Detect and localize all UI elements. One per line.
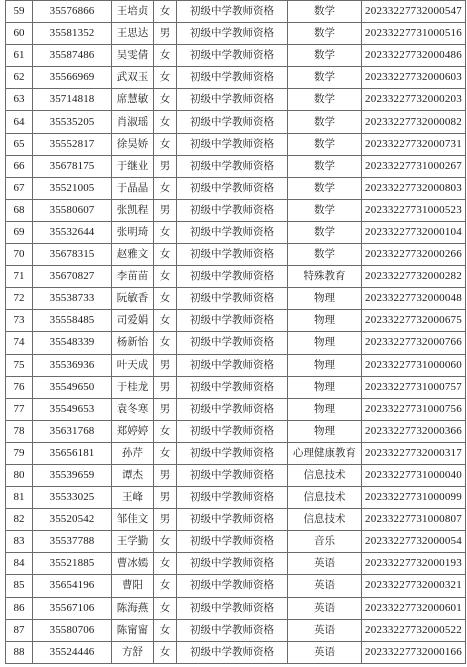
subject-cell: 心理健康教育 bbox=[288, 442, 362, 464]
table-row bbox=[6, 111, 466, 133]
row-number-cell: 69 bbox=[6, 221, 33, 243]
name-cell: 袁冬寒 bbox=[112, 398, 154, 420]
subject-cell: 物理 bbox=[288, 354, 362, 376]
name-cell: 王思达 bbox=[112, 23, 154, 45]
gender-cell: 女 bbox=[154, 288, 177, 310]
gender-cell: 女 bbox=[154, 111, 177, 133]
exam-id-cell: 35654196 bbox=[33, 575, 112, 597]
subject-cell: 数学 bbox=[288, 111, 362, 133]
subject-cell: 数学 bbox=[288, 221, 362, 243]
table-row bbox=[6, 155, 466, 177]
certificate-number-cell: 20233227732000193 bbox=[362, 553, 466, 575]
exam-id-cell: 35521005 bbox=[33, 177, 112, 199]
certificate-type-cell: 初级中学教师资格 bbox=[177, 288, 288, 310]
exam-id-cell: 35566969 bbox=[33, 67, 112, 89]
exam-id-cell: 35539659 bbox=[33, 464, 112, 486]
row-number-cell: 73 bbox=[6, 310, 33, 332]
certificate-number-cell: 20233227732000603 bbox=[362, 67, 466, 89]
table-row bbox=[6, 177, 466, 199]
exam-id-cell: 35520542 bbox=[33, 509, 112, 531]
table-row bbox=[6, 619, 466, 641]
row-number-cell: 60 bbox=[6, 23, 33, 45]
subject-cell: 数学 bbox=[288, 45, 362, 67]
certificate-number-cell: 20233227732000766 bbox=[362, 332, 466, 354]
certificate-type-cell: 初级中学教师资格 bbox=[177, 531, 288, 553]
gender-cell: 男 bbox=[154, 487, 177, 509]
name-cell: 武双玉 bbox=[112, 67, 154, 89]
certificate-number-cell: 20233227731000516 bbox=[362, 23, 466, 45]
subject-cell: 数学 bbox=[288, 67, 362, 89]
certificate-number-cell: 20233227731000040 bbox=[362, 464, 466, 486]
name-cell: 孙芹 bbox=[112, 442, 154, 464]
row-number-cell: 66 bbox=[6, 155, 33, 177]
certificate-type-cell: 初级中学教师资格 bbox=[177, 398, 288, 420]
certificate-number-cell: 20233227732000317 bbox=[362, 442, 466, 464]
table-row bbox=[6, 531, 466, 553]
exam-id-cell: 35548339 bbox=[33, 332, 112, 354]
table-row bbox=[6, 45, 466, 67]
exam-id-cell: 35656181 bbox=[33, 442, 112, 464]
row-number-cell: 62 bbox=[6, 67, 33, 89]
exam-id-cell: 35549653 bbox=[33, 398, 112, 420]
subject-cell: 信息技术 bbox=[288, 487, 362, 509]
certificate-number-cell: 20233227732000054 bbox=[362, 531, 466, 553]
row-number-cell: 64 bbox=[6, 111, 33, 133]
name-cell: 王培贞 bbox=[112, 1, 154, 23]
name-cell: 于继业 bbox=[112, 155, 154, 177]
gender-cell: 女 bbox=[154, 531, 177, 553]
table-row bbox=[6, 420, 466, 442]
exam-id-cell: 35581352 bbox=[33, 23, 112, 45]
name-cell: 阮敏香 bbox=[112, 288, 154, 310]
exam-id-cell: 35549650 bbox=[33, 376, 112, 398]
name-cell: 叶天成 bbox=[112, 354, 154, 376]
certificate-type-cell: 初级中学教师资格 bbox=[177, 67, 288, 89]
table-row bbox=[6, 398, 466, 420]
exam-id-cell: 35580706 bbox=[33, 619, 112, 641]
exam-id-cell: 35631768 bbox=[33, 420, 112, 442]
gender-cell: 男 bbox=[154, 155, 177, 177]
table-row bbox=[6, 354, 466, 376]
subject-cell: 数学 bbox=[288, 89, 362, 111]
name-cell: 席慧敏 bbox=[112, 89, 154, 111]
gender-cell: 女 bbox=[154, 1, 177, 23]
certificate-type-cell: 初级中学教师资格 bbox=[177, 376, 288, 398]
certificate-number-cell: 20233227731000756 bbox=[362, 398, 466, 420]
certificate-number-cell: 20233227732000321 bbox=[362, 575, 466, 597]
gender-cell: 女 bbox=[154, 597, 177, 619]
table-row bbox=[6, 199, 466, 221]
exam-id-cell: 35536936 bbox=[33, 354, 112, 376]
row-number-cell: 75 bbox=[6, 354, 33, 376]
subject-cell: 音乐 bbox=[288, 531, 362, 553]
row-number-cell: 85 bbox=[6, 575, 33, 597]
table-row bbox=[6, 376, 466, 398]
row-number-cell: 82 bbox=[6, 509, 33, 531]
exam-id-cell: 35521885 bbox=[33, 553, 112, 575]
certificate-number-cell: 20233227732000522 bbox=[362, 619, 466, 641]
row-number-cell: 79 bbox=[6, 442, 33, 464]
subject-cell: 数学 bbox=[288, 244, 362, 266]
certificate-type-cell: 初级中学教师资格 bbox=[177, 244, 288, 266]
certificate-type-cell: 初级中学教师资格 bbox=[177, 310, 288, 332]
certificate-type-cell: 初级中学教师资格 bbox=[177, 420, 288, 442]
certificate-number-cell: 20233227732000282 bbox=[362, 266, 466, 288]
name-cell: 赵雅文 bbox=[112, 244, 154, 266]
subject-cell: 物理 bbox=[288, 376, 362, 398]
exam-id-cell: 35678175 bbox=[33, 155, 112, 177]
name-cell: 张凯程 bbox=[112, 199, 154, 221]
certificate-number-cell: 20233227732000203 bbox=[362, 89, 466, 111]
table-row bbox=[6, 641, 466, 663]
exam-id-cell: 35535205 bbox=[33, 111, 112, 133]
name-cell: 王学勤 bbox=[112, 531, 154, 553]
exam-id-cell: 35537788 bbox=[33, 531, 112, 553]
exam-id-cell: 35538733 bbox=[33, 288, 112, 310]
subject-cell: 数学 bbox=[288, 199, 362, 221]
row-number-cell: 76 bbox=[6, 376, 33, 398]
name-cell: 邹佳文 bbox=[112, 509, 154, 531]
table-row bbox=[6, 442, 466, 464]
row-number-cell: 80 bbox=[6, 464, 33, 486]
certificate-number-cell: 20233227732000366 bbox=[362, 420, 466, 442]
certificate-type-cell: 初级中学教师资格 bbox=[177, 487, 288, 509]
table-row bbox=[6, 597, 466, 619]
name-cell: 于晶晶 bbox=[112, 177, 154, 199]
gender-cell: 女 bbox=[154, 420, 177, 442]
gender-cell: 男 bbox=[154, 199, 177, 221]
gender-cell: 男 bbox=[154, 464, 177, 486]
exam-id-cell: 35576866 bbox=[33, 1, 112, 23]
name-cell: 方舒 bbox=[112, 641, 154, 663]
table-row bbox=[6, 67, 466, 89]
row-number-cell: 61 bbox=[6, 45, 33, 67]
certificate-type-cell: 初级中学教师资格 bbox=[177, 23, 288, 45]
certificate-type-cell: 初级中学教师资格 bbox=[177, 177, 288, 199]
certificate-number-cell: 20233227731000523 bbox=[362, 199, 466, 221]
exam-id-cell: 35524446 bbox=[33, 641, 112, 663]
certificate-type-cell: 初级中学教师资格 bbox=[177, 509, 288, 531]
certificate-number-cell: 20233227732000082 bbox=[362, 111, 466, 133]
name-cell: 司爱娟 bbox=[112, 310, 154, 332]
gender-cell: 女 bbox=[154, 619, 177, 641]
subject-cell: 英语 bbox=[288, 597, 362, 619]
table-row bbox=[6, 1, 466, 23]
certificate-type-cell: 初级中学教师资格 bbox=[177, 641, 288, 663]
subject-cell: 信息技术 bbox=[288, 509, 362, 531]
table-row bbox=[6, 244, 466, 266]
gender-cell: 女 bbox=[154, 575, 177, 597]
row-number-cell: 63 bbox=[6, 89, 33, 111]
exam-id-cell: 35580607 bbox=[33, 199, 112, 221]
certificate-type-cell: 初级中学教师资格 bbox=[177, 45, 288, 67]
name-cell: 于桂龙 bbox=[112, 376, 154, 398]
table-row bbox=[6, 133, 466, 155]
certificate-number-cell: 20233227731000807 bbox=[362, 509, 466, 531]
row-number-cell: 65 bbox=[6, 133, 33, 155]
certificate-type-cell: 初级中学教师资格 bbox=[177, 111, 288, 133]
subject-cell: 英语 bbox=[288, 553, 362, 575]
table-row bbox=[6, 464, 466, 486]
table-row bbox=[6, 509, 466, 531]
table-row bbox=[6, 487, 466, 509]
row-number-cell: 72 bbox=[6, 288, 33, 310]
name-cell: 吴雯倩 bbox=[112, 45, 154, 67]
name-cell: 肖淑瑶 bbox=[112, 111, 154, 133]
name-cell: 王峰 bbox=[112, 487, 154, 509]
gender-cell: 男 bbox=[154, 354, 177, 376]
certificate-number-cell: 20233227732000601 bbox=[362, 597, 466, 619]
certificate-number-cell: 20233227731000060 bbox=[362, 354, 466, 376]
subject-cell: 英语 bbox=[288, 575, 362, 597]
certificate-type-cell: 初级中学教师资格 bbox=[177, 332, 288, 354]
name-cell: 张明琦 bbox=[112, 221, 154, 243]
gender-cell: 女 bbox=[154, 641, 177, 663]
table-row bbox=[6, 89, 466, 111]
subject-cell: 物理 bbox=[288, 288, 362, 310]
gender-cell: 女 bbox=[154, 89, 177, 111]
certificate-number-cell: 20233227731000099 bbox=[362, 487, 466, 509]
exam-id-cell: 35587486 bbox=[33, 45, 112, 67]
exam-id-cell: 35714818 bbox=[33, 89, 112, 111]
table-row bbox=[6, 310, 466, 332]
certificate-number-cell: 20233227732000166 bbox=[362, 641, 466, 663]
subject-cell: 数学 bbox=[288, 133, 362, 155]
row-number-cell: 59 bbox=[6, 1, 33, 23]
gender-cell: 男 bbox=[154, 376, 177, 398]
row-number-cell: 77 bbox=[6, 398, 33, 420]
exam-id-cell: 35533025 bbox=[33, 487, 112, 509]
gender-cell: 女 bbox=[154, 266, 177, 288]
name-cell: 陈甯甯 bbox=[112, 619, 154, 641]
certificate-type-cell: 初级中学教师资格 bbox=[177, 221, 288, 243]
certificate-type-cell: 初级中学教师资格 bbox=[177, 266, 288, 288]
name-cell: 陈海燕 bbox=[112, 597, 154, 619]
gender-cell: 男 bbox=[154, 23, 177, 45]
subject-cell: 数学 bbox=[288, 23, 362, 45]
row-number-cell: 67 bbox=[6, 177, 33, 199]
subject-cell: 特殊教育 bbox=[288, 266, 362, 288]
name-cell: 谭杰 bbox=[112, 464, 154, 486]
certificate-type-cell: 初级中学教师资格 bbox=[177, 575, 288, 597]
certificate-number-cell: 20233227732000675 bbox=[362, 310, 466, 332]
gender-cell: 女 bbox=[154, 310, 177, 332]
certificate-number-cell: 20233227732000803 bbox=[362, 177, 466, 199]
certificate-type-cell: 初级中学教师资格 bbox=[177, 133, 288, 155]
table-row bbox=[6, 288, 466, 310]
certificate-number-cell: 20233227732000266 bbox=[362, 244, 466, 266]
certificate-type-cell: 初级中学教师资格 bbox=[177, 619, 288, 641]
subject-cell: 数学 bbox=[288, 155, 362, 177]
certificate-type-cell: 初级中学教师资格 bbox=[177, 442, 288, 464]
row-number-cell: 88 bbox=[6, 641, 33, 663]
exam-id-cell: 35552817 bbox=[33, 133, 112, 155]
gender-cell: 女 bbox=[154, 244, 177, 266]
row-number-cell: 86 bbox=[6, 597, 33, 619]
gender-cell: 女 bbox=[154, 133, 177, 155]
exam-id-cell: 35558485 bbox=[33, 310, 112, 332]
certificate-number-cell: 20233227732000731 bbox=[362, 133, 466, 155]
name-cell: 李苗苗 bbox=[112, 266, 154, 288]
exam-id-cell: 35532644 bbox=[33, 221, 112, 243]
subject-cell: 物理 bbox=[288, 310, 362, 332]
certificate-number-cell: 20233227732000486 bbox=[362, 45, 466, 67]
name-cell: 曹冰嫣 bbox=[112, 553, 154, 575]
name-cell: 曹阳 bbox=[112, 575, 154, 597]
subject-cell: 英语 bbox=[288, 641, 362, 663]
certificate-type-cell: 初级中学教师资格 bbox=[177, 553, 288, 575]
certificate-type-cell: 初级中学教师资格 bbox=[177, 464, 288, 486]
row-number-cell: 83 bbox=[6, 531, 33, 553]
gender-cell: 女 bbox=[154, 45, 177, 67]
table-row bbox=[6, 23, 466, 45]
gender-cell: 女 bbox=[154, 442, 177, 464]
gender-cell: 男 bbox=[154, 398, 177, 420]
gender-cell: 女 bbox=[154, 553, 177, 575]
table-row bbox=[6, 266, 466, 288]
row-number-cell: 87 bbox=[6, 619, 33, 641]
table-row bbox=[6, 553, 466, 575]
certificate-number-cell: 20233227732000547 bbox=[362, 1, 466, 23]
subject-cell: 物理 bbox=[288, 398, 362, 420]
exam-id-cell: 35670827 bbox=[33, 266, 112, 288]
table-row bbox=[6, 221, 466, 243]
certificate-type-cell: 初级中学教师资格 bbox=[177, 354, 288, 376]
row-number-cell: 81 bbox=[6, 487, 33, 509]
row-number-cell: 71 bbox=[6, 266, 33, 288]
certificate-type-cell: 初级中学教师资格 bbox=[177, 199, 288, 221]
gender-cell: 女 bbox=[154, 221, 177, 243]
gender-cell: 男 bbox=[154, 509, 177, 531]
exam-id-cell: 35678315 bbox=[33, 244, 112, 266]
subject-cell: 数学 bbox=[288, 1, 362, 23]
row-number-cell: 74 bbox=[6, 332, 33, 354]
gender-cell: 女 bbox=[154, 332, 177, 354]
subject-cell: 信息技术 bbox=[288, 464, 362, 486]
row-number-cell: 78 bbox=[6, 420, 33, 442]
certificate-number-cell: 20233227731000267 bbox=[362, 155, 466, 177]
table-row bbox=[6, 575, 466, 597]
certificate-type-cell: 初级中学教师资格 bbox=[177, 1, 288, 23]
exam-id-cell: 35567106 bbox=[33, 597, 112, 619]
gender-cell: 女 bbox=[154, 67, 177, 89]
subject-cell: 英语 bbox=[288, 619, 362, 641]
certificate-type-cell: 初级中学教师资格 bbox=[177, 597, 288, 619]
subject-cell: 物理 bbox=[288, 332, 362, 354]
gender-cell: 女 bbox=[154, 177, 177, 199]
certificate-number-cell: 20233227732000104 bbox=[362, 221, 466, 243]
table-body bbox=[6, 1, 466, 664]
certificate-type-cell: 初级中学教师资格 bbox=[177, 89, 288, 111]
subject-cell: 物理 bbox=[288, 420, 362, 442]
name-cell: 徐昊娇 bbox=[112, 133, 154, 155]
name-cell: 郑婷婷 bbox=[112, 420, 154, 442]
certificate-type-cell: 初级中学教师资格 bbox=[177, 155, 288, 177]
subject-cell: 数学 bbox=[288, 177, 362, 199]
row-number-cell: 68 bbox=[6, 199, 33, 221]
table-row bbox=[6, 332, 466, 354]
certificate-number-cell: 20233227732000048 bbox=[362, 288, 466, 310]
row-number-cell: 70 bbox=[6, 244, 33, 266]
row-number-cell: 84 bbox=[6, 553, 33, 575]
name-cell: 杨新怡 bbox=[112, 332, 154, 354]
certificate-number-cell: 20233227731000757 bbox=[362, 376, 466, 398]
results-table bbox=[5, 0, 466, 664]
